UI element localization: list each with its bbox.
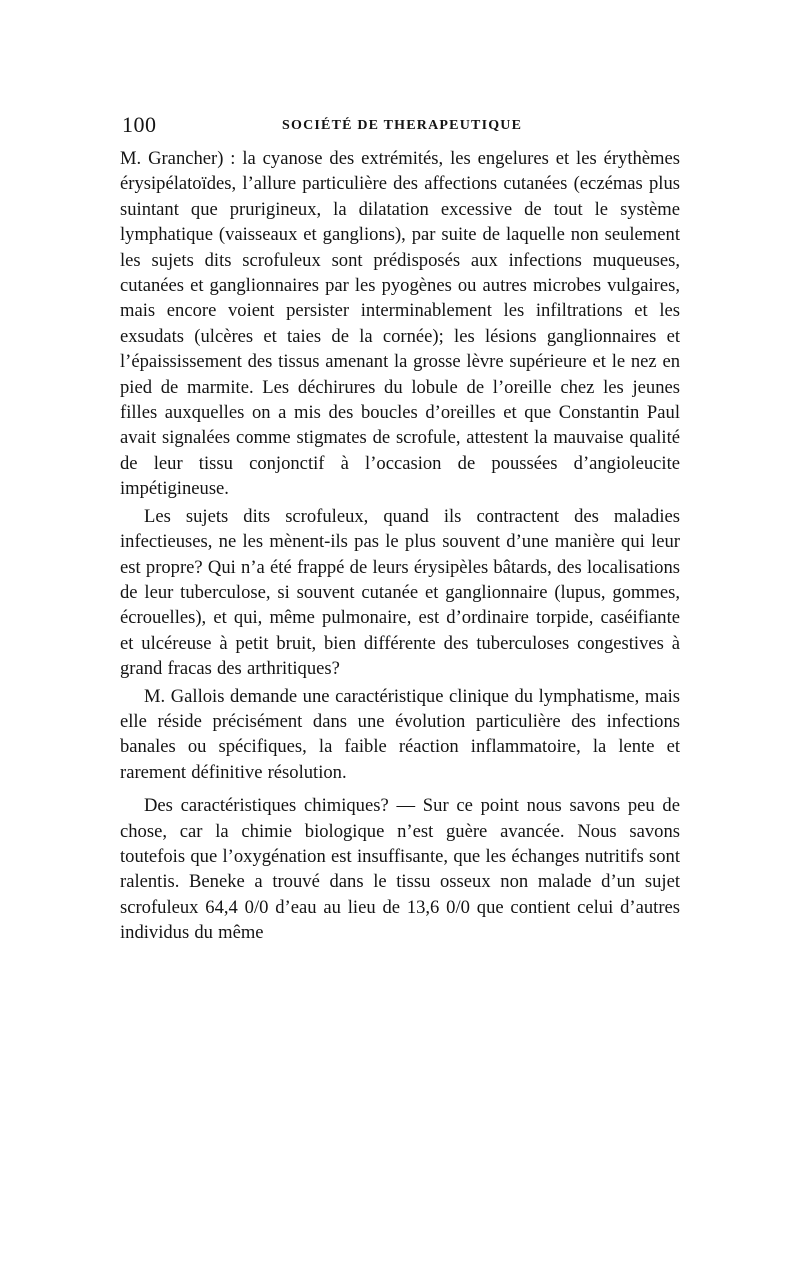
body-text xyxy=(120,146,680,946)
paragraph: M. Gallois demande une caractéristique clinique du lymphatisme, mais elle réside précisément dans une évolution particulière des infections banales ou spécifiques, la faible réaction inflammatoire, la lente et rarement définitive résolution. xyxy=(120,685,680,783)
running-title: SOCIÉTÉ DE THERAPEUTIQUE xyxy=(282,118,523,133)
paragraph: M. Grancher) : la cyanose des extrémités, les engelures et les érythèmes érysipélatoïdes, l’allure particulière des affections cutanées (eczémas plus suintant que prurigineux, la dilatation excessive de tout le système lymphatique (vaisseaux et ganglions), par suite de laquelle non seulement les sujets dits scrofuleux sont prédisposés aux infections muqueuses, cutanées et ganglionnaires par les pyogènes ou autres microbes vulgaires, mais encore voient persister interminablement les infiltrations et les exsudats (ulcères et taies de la cornée); les lésions ganglionnaires et l’épaississement des tissus amenant la grosse lèvre supérieure et le nez en pied de marmite. Les déchirures du lobule de l’oreille chez les jeunes filles auxquelles on a mis des boucles d’oreilles et que Constantin Paul avait signalées comme stigmates de scrofule, attestent la mauvaise qualité de leur tissu conjonctif à l’occasion de poussées d’angioleucite impétigineuse. xyxy=(120,148,680,500)
page-number: 100 xyxy=(122,112,157,137)
page-header xyxy=(120,112,680,146)
book-page xyxy=(120,112,680,948)
paragraph: Des caractéristiques chimiques? — Sur ce point nous savons peu de chose, car la chimie biologique n’est guère avancée. Nous savons toutefois que l’oxygénation est insuffisante, que les échanges nutritifs sont ralentis. Beneke a trouvé dans le tissu osseux non malade d’un sujet scrofuleux 64,4 0/0 d’eau au lieu de 13,6 0/0 que contient celui d’autres individus du même xyxy=(120,795,680,944)
paragraph: Les sujets dits scrofuleux, quand ils contractent des maladies infectieuses, ne les mènent-ils pas le plus souvent d’une manière qui leur est propre? Qui n’a été frappé de leurs érysipèles bâtards, des localisations de leur tuberculose, si souvent cutanée et ganglionnaire (lupus, gommes, écrouelles), et qui, même pulmonaire, est d’ordinaire torpide, caséifiante et ulcéreuse à petit bruit, bien différente des tuberculoses congestives à grand fracas des arthritiques? xyxy=(120,505,680,680)
